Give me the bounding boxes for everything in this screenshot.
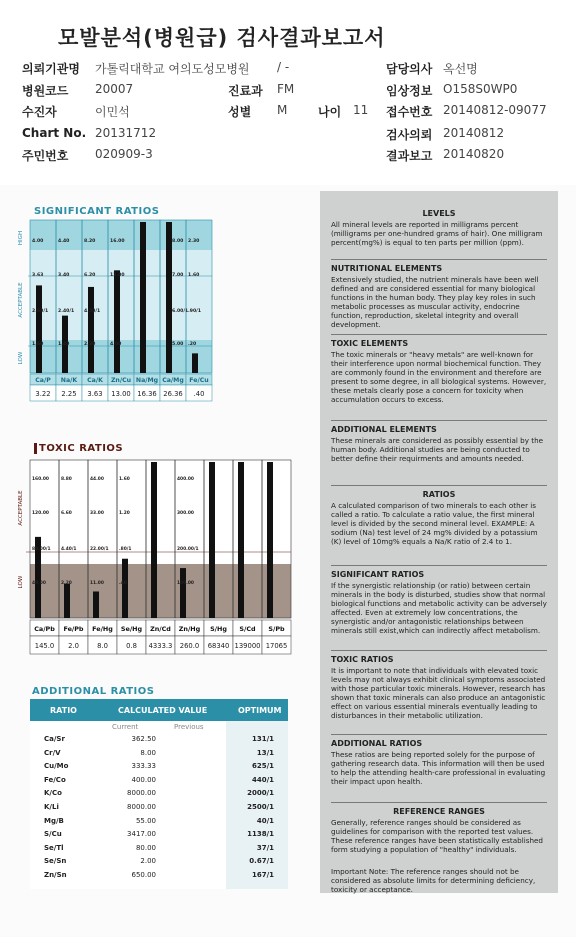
category-label: Se/Hg xyxy=(120,625,143,633)
tick-label: 2.20 xyxy=(61,581,72,586)
optimum-value: 440/1 xyxy=(251,775,274,784)
tick-label: .90/1 xyxy=(188,309,202,314)
zone-label: LOW xyxy=(18,575,24,589)
info-heading: TOXIC RATIOS xyxy=(331,655,394,664)
info-heading: TOXIC ELEMENTS xyxy=(331,339,409,348)
category-label: Na/K xyxy=(60,377,78,384)
info-text: Generally, reference ranges should be considered as guidelines for comparison with the reported test values. These reference ranges have been statistically established form studying a population of "healthy" individuals. xyxy=(331,818,543,854)
info-section xyxy=(331,655,547,720)
ratio-name: S/Cu xyxy=(44,830,62,839)
info-heading: NUTRITIONAL ELEMENTS xyxy=(331,264,443,273)
value-label: 3.22 xyxy=(35,390,51,398)
optimum-value: 37/1 xyxy=(256,843,274,852)
acceptable-zone xyxy=(30,250,212,340)
zone-label: ACCEPTABLE xyxy=(18,490,24,526)
table-row xyxy=(30,855,288,869)
significant-ratios-title: SIGNIFICANT RATIOS xyxy=(34,206,160,217)
table-row xyxy=(30,733,288,747)
info-text: Important Note: The reference ranges should not be considered as absolute limits for determining deficiency, toxicity or acceptance. xyxy=(331,867,536,894)
info-section xyxy=(331,867,547,894)
ratio-name: Se/Sn xyxy=(44,857,67,866)
current-value: 2.00 xyxy=(140,857,156,866)
header-label: 수진자 xyxy=(22,105,57,119)
category-label: Fe/Cu xyxy=(189,377,209,384)
header-value: 옥선명 xyxy=(443,62,478,76)
table-row xyxy=(30,787,288,801)
zone-label: ACCEPTABLE xyxy=(18,282,24,318)
bar-Zn/Hg xyxy=(180,568,186,618)
info-text: These minerals are considered as possibly essential by the human body. Additional studies are being conducted to better define their requirments and amounts needed. xyxy=(331,436,544,463)
current-value: 362.50 xyxy=(131,735,156,743)
category-label: Ca/P xyxy=(35,377,51,384)
tick-label: 4.40/1 xyxy=(61,547,77,552)
header-value: / - xyxy=(277,60,290,74)
optimum-value: 625/1 xyxy=(251,762,274,771)
table-row xyxy=(30,747,288,761)
interpretation-panel xyxy=(320,191,558,893)
info-heading: REFERENCE RANGES xyxy=(393,807,485,816)
toxic-ratios-title: TOXIC RATIOS xyxy=(34,443,123,454)
section-divider xyxy=(331,420,547,421)
section-divider xyxy=(331,485,547,486)
info-text: A calculated comparison of two minerals to each other is called a ratio. To calculate a ratio value, the first mineral level is divided by the second mineral level. EXAMPLE: A sodium (Na) test level of 24 mg% divided by a potassium (K) level of 10mg% equals a Na/K ratio of 2.4 to 1. xyxy=(331,501,538,546)
ratio-name: Mg/B xyxy=(44,816,64,825)
header-value: 가톨릭대학교 여의도성모병원 xyxy=(95,62,250,76)
value-label: 16.36 xyxy=(137,390,157,398)
tick-label: 40.00 xyxy=(32,581,46,586)
col-optimum: OPTIMUM xyxy=(238,706,282,715)
tick-label: 2.40/1 xyxy=(58,309,75,314)
header-value: M xyxy=(277,103,288,117)
tick-label: 3.40 xyxy=(58,273,70,278)
optimum-value: 167/1 xyxy=(251,871,274,879)
bar-S/Hg xyxy=(209,462,215,618)
header-value: 20131712 xyxy=(95,126,157,140)
category-label: Ca/Mg xyxy=(162,377,184,384)
tick-label: 120.00 xyxy=(32,511,49,516)
current-value: 3417.00 xyxy=(127,830,156,839)
category-label: S/Hg xyxy=(210,625,227,633)
tick-label: 8.00 xyxy=(172,239,184,244)
bar-Fe/Hg xyxy=(93,591,99,618)
info-text: Extensively studied, the nutrient minerals have been well defined and are considered essential for many biological functions in the human body. They play key roles in such metabolic processes as muscular activity, endocrine function, reproduction, skeletal integrity and overall development. xyxy=(331,275,539,329)
tick-label: 1.20 xyxy=(119,511,130,516)
zone-label: LOW xyxy=(18,351,24,365)
header-label: 검사의뢰 xyxy=(386,128,433,142)
category-label: Zn/Hg xyxy=(178,625,201,633)
info-text: The toxic minerals or "heavy metals" are well-known for their interference upon normal biochemical function. They are commonly found in the environment and therefore are present to some degree, in all biological systems. However, these metals clearly pose a concern for toxicity when accumulation occurs to excess. xyxy=(331,350,547,404)
info-section xyxy=(331,807,547,854)
value-label: 8.0 xyxy=(97,642,108,650)
info-heading: SIGNIFICANT RATIOS xyxy=(331,570,425,579)
tick-label: 4.20/1 xyxy=(84,309,101,314)
ratio-name: Cu/Mo xyxy=(44,762,69,771)
current-value: 650.00 xyxy=(131,871,156,879)
info-text: All mineral levels are reported in milligrams percent (milligrams per one-hundred grams of hair). One milligram percent(mg%) is equal to ten parts per million (ppm). xyxy=(331,220,543,247)
tick-label: 100.00 xyxy=(177,581,194,586)
header-label: 의뢰기관명 xyxy=(22,62,80,76)
col-previous: Previous xyxy=(174,723,204,731)
tick-label: 2.30 xyxy=(188,239,200,244)
value-label: .40 xyxy=(193,390,205,398)
bar-Zn/Cu xyxy=(114,270,120,373)
current-value: 55.00 xyxy=(135,816,156,825)
tick-label: 200.00/1 xyxy=(177,547,199,552)
tick-label: 12.00 xyxy=(110,273,125,278)
zone-label: HIGH xyxy=(18,230,24,246)
tick-label: .80/1 xyxy=(119,547,132,552)
current-value: 8.00 xyxy=(140,748,156,757)
optimum-value: 2000/1 xyxy=(247,789,274,798)
tick-label: 4.00 xyxy=(32,239,44,244)
category-label: Zn/Cd xyxy=(150,625,171,633)
bar-Ca/P xyxy=(36,285,42,373)
tick-label: 1.60 xyxy=(32,342,44,347)
table-row xyxy=(30,760,288,774)
tick-label: 400.00 xyxy=(177,477,194,482)
info-text: It is important to note that individuals with elevated toxic levels may not always exhibit clinical symptoms associated with those particular toxic minerals. However, research has shown that toxic minerals can also produce an antagonistic effect on various essential minerals eventually leading to disturbances in their metabolic utilization. xyxy=(331,666,546,720)
category-label: S/Pb xyxy=(268,625,285,633)
tick-label: 4.40 xyxy=(58,239,70,244)
section-divider xyxy=(331,259,547,260)
value-label: 4333.3 xyxy=(148,642,173,650)
category-label: Zn/Cu xyxy=(110,377,132,384)
header-label: 성별 xyxy=(228,105,252,119)
current-value: 8000.00 xyxy=(127,803,156,811)
bar-Fe/Pb xyxy=(64,584,70,618)
tick-label: 5.00 xyxy=(172,342,184,347)
info-section xyxy=(331,490,547,546)
bar-Ca/Mg xyxy=(166,222,172,373)
value-label: 2.25 xyxy=(61,390,77,398)
current-value: 80.00 xyxy=(135,843,156,852)
tick-label: .40 xyxy=(119,581,127,586)
tick-label: 6.60 xyxy=(61,511,72,516)
header-label: 진료과 xyxy=(228,84,263,98)
ratio-name: Se/Tl xyxy=(44,843,64,852)
tick-label: 22.00/1 xyxy=(90,547,109,552)
header-value: 11 xyxy=(353,103,369,117)
tick-label: 1.40 xyxy=(58,342,70,347)
tick-label: 2.20 xyxy=(84,342,96,347)
tick-label: 3.63 xyxy=(32,273,44,278)
category-label: Na/Mg xyxy=(135,377,159,384)
value-label: 145.0 xyxy=(34,642,55,650)
header-value: 20140812 xyxy=(443,126,505,140)
tick-label: 16.00 xyxy=(110,239,125,244)
header-label: 주민번호 xyxy=(22,149,69,163)
table-row xyxy=(30,801,288,815)
table-row xyxy=(30,828,288,842)
category-label: S/Cd xyxy=(239,625,256,633)
info-text: If the synergistic relationship (or ratio) between certain minerals in the body is disturbed, studies show that normal biological functions and metabolic activity can be adversely affected. Even at extremely low concentrations, the synergistic and/or antagonistic relationships between minerals still exist,which can indirectly affect metabolism. xyxy=(331,581,547,635)
ratio-name: Ca/Sr xyxy=(44,735,65,743)
section-divider xyxy=(331,565,547,566)
header-value: 이민석 xyxy=(95,105,130,119)
col-current: Current xyxy=(112,723,139,731)
info-section xyxy=(331,264,547,329)
value-label: 2.0 xyxy=(68,642,79,650)
header-value: O158S0WP0 xyxy=(443,82,518,96)
header-value: 20140812-09077 xyxy=(443,103,547,117)
value-label: 13.00 xyxy=(111,390,131,398)
value-label: 139000 xyxy=(234,642,261,650)
tick-label: .20 xyxy=(188,342,197,347)
info-heading: LEVELS xyxy=(422,209,456,218)
tick-label: 7.00 xyxy=(172,273,184,278)
value-label: 260.0 xyxy=(179,642,200,650)
tick-label: 2.60/1 xyxy=(32,309,49,314)
additional-ratios-table xyxy=(30,699,288,889)
additional-ratios-title: ADDITIONAL RATIOS xyxy=(32,686,155,697)
info-heading: ADDITIONAL ELEMENTS xyxy=(331,425,437,434)
bar-S/Cd xyxy=(238,462,244,618)
header-label: 담당의사 xyxy=(386,62,433,76)
info-text: These ratios are being reported solely for the purpose of gathering research data. This information will then be used to help the attending health-care professional in evaluating their impact upon health. xyxy=(331,750,546,786)
ratio-name: Zn/Sn xyxy=(44,871,67,879)
category-label: Fe/Pb xyxy=(63,625,84,633)
header-value: FM xyxy=(277,82,295,96)
tick-label: 1.60 xyxy=(119,477,130,482)
bar-Na/Mg xyxy=(140,222,146,373)
ratio-name: K/Co xyxy=(44,789,62,798)
section-divider xyxy=(331,650,547,651)
value-label: 0.8 xyxy=(126,642,137,650)
tick-label: 8.80 xyxy=(61,477,72,482)
bar-S/Pb xyxy=(267,462,273,618)
optimum-value: 1138/1 xyxy=(247,830,274,839)
tick-label: 11.00 xyxy=(90,581,104,586)
optimum-value: 131/1 xyxy=(251,735,274,743)
info-heading: ADDITIONAL RATIOS xyxy=(331,739,423,748)
info-section xyxy=(331,739,547,786)
table-row xyxy=(30,842,288,856)
value-label: 3.63 xyxy=(87,390,103,398)
tick-label: 300.00 xyxy=(177,511,194,516)
tick-label: 1.60 xyxy=(188,273,200,278)
header-label: Chart No. xyxy=(22,126,87,140)
toxic-ratios-chart xyxy=(14,456,296,660)
report-title: 모발분석(병원급) 검사결과보고서 xyxy=(58,26,386,50)
ratio-name: Cr/V xyxy=(44,748,61,757)
optimum-value: 2500/1 xyxy=(247,803,274,811)
value-label: 68340 xyxy=(207,642,230,650)
col-ratio: RATIO xyxy=(50,706,77,715)
current-value: 333.33 xyxy=(131,762,156,771)
category-label: Ca/Pb xyxy=(34,625,55,633)
value-label: 26.36 xyxy=(163,390,183,398)
high-zone xyxy=(30,220,212,250)
optimum-value: 13/1 xyxy=(256,748,274,757)
section-divider xyxy=(331,334,547,335)
tick-label: 4.00 xyxy=(110,342,122,347)
additional-table-header xyxy=(30,699,288,721)
table-row xyxy=(30,869,288,883)
current-value: 400.00 xyxy=(131,775,156,784)
tick-label: 8.20 xyxy=(84,239,96,244)
optimum-value: 0.67/1 xyxy=(249,857,274,866)
tick-label: 6.20 xyxy=(84,273,96,278)
tick-label: 44.00 xyxy=(90,477,104,482)
header-value: 20140820 xyxy=(443,147,505,161)
header-label: 접수번호 xyxy=(386,105,433,119)
bar-Zn/Cd xyxy=(151,462,157,618)
info-section xyxy=(331,339,547,404)
bar-Se/Hg xyxy=(122,559,128,618)
header-value: 20007 xyxy=(95,82,134,96)
info-section xyxy=(331,570,547,635)
header-value: 020909-3 xyxy=(95,147,153,161)
significant-ratios-chart xyxy=(14,218,230,404)
category-label: Ca/K xyxy=(87,377,103,384)
ratio-name: K/Li xyxy=(44,803,59,811)
tick-label: 6.00/1 xyxy=(172,309,189,314)
tick-label: 80.00/1 xyxy=(32,547,51,552)
current-value: 8000.00 xyxy=(127,789,156,798)
table-row xyxy=(30,815,288,829)
tick-label: 33.00 xyxy=(90,511,104,516)
value-label: 17065 xyxy=(265,642,288,650)
info-section xyxy=(331,209,547,247)
section-divider xyxy=(331,734,547,735)
ratio-name: Fe/Co xyxy=(44,775,66,784)
category-label: Fe/Hg xyxy=(92,625,113,633)
tick-label: 160.00 xyxy=(32,477,49,482)
col-calculated: CALCULATED VALUE xyxy=(118,706,208,715)
optimum-value: 40/1 xyxy=(256,816,274,825)
header-label: 임상정보 xyxy=(386,84,433,98)
bar-Ca/K xyxy=(88,287,94,373)
info-section xyxy=(331,425,547,463)
bar-Fe/Cu xyxy=(192,353,198,373)
header-label: 결과보고 xyxy=(386,149,433,163)
header-label: 병원코드 xyxy=(22,84,69,98)
info-heading: RATIOS xyxy=(422,490,456,499)
section-divider xyxy=(331,802,547,803)
header-label: 나이 xyxy=(318,105,342,119)
table-row xyxy=(30,774,288,788)
